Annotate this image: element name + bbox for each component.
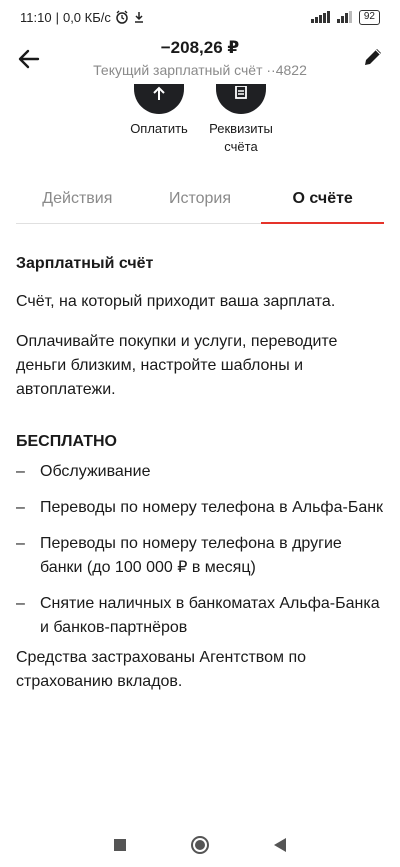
account-actions <box>0 84 400 164</box>
signal-icon <box>311 11 331 23</box>
list-dash: – <box>16 499 25 516</box>
nav-recents-button[interactable] <box>105 830 135 860</box>
list-dash: – <box>16 595 25 612</box>
status-net-speed: 0,0 КБ/с <box>62 9 111 25</box>
status-separator: | <box>55 9 59 25</box>
status-time: 11:10 <box>20 9 52 25</box>
tab-actions[interactable]: Действия <box>42 190 113 207</box>
section-title: Зарплатный счёт <box>16 255 154 272</box>
description-paragraph-1: Счёт, на который приходит ваша зарплата. <box>16 293 336 310</box>
pay-action-button[interactable] <box>134 84 184 114</box>
document-icon <box>234 86 248 100</box>
list-item-text: Переводы по номеру телефона в другие банки (до 100 000 ₽ в месяц) <box>40 535 342 576</box>
header <box>0 34 400 84</box>
tab-history[interactable]: История <box>168 190 232 207</box>
pencil-icon <box>362 46 384 68</box>
nav-home-button[interactable] <box>185 830 215 860</box>
list-dash: – <box>16 463 25 480</box>
free-services-title: БЕСПЛАТНО <box>16 433 117 450</box>
requisites-action-label: Реквизиты счёта <box>209 121 273 154</box>
signal-icon-2 <box>337 11 353 23</box>
requisites-action-button[interactable] <box>216 84 266 114</box>
triangle-left-icon <box>273 837 287 853</box>
balance-title: −208,26 ₽ <box>160 38 240 57</box>
list-item <box>16 592 384 640</box>
nav-back-button[interactable] <box>265 830 295 860</box>
download-icon <box>133 11 145 23</box>
status-bar <box>0 0 400 34</box>
about-account-content <box>16 252 384 694</box>
requisites-action[interactable] <box>191 84 291 156</box>
alarm-icon <box>115 10 129 24</box>
list-item-text: Снятие наличных в банкоматах Альфа-Банка и банков-партнёров <box>40 595 380 636</box>
list-item-text: Обслуживание <box>40 463 151 480</box>
list-item-text: Переводы по номеру телефона в Альфа-Банк <box>40 499 384 516</box>
arrow-up-icon <box>152 86 166 100</box>
list-item <box>16 496 384 520</box>
list-item <box>16 460 384 484</box>
system-nav-bar <box>0 822 400 867</box>
edit-button[interactable] <box>358 42 388 72</box>
square-icon <box>113 838 127 852</box>
insurance-note: Средства застрахованы Агентством по страхованию вкладов. <box>16 649 306 690</box>
status-right <box>311 10 380 25</box>
battery-indicator: 92 <box>359 10 380 25</box>
pay-action-label: Оплатить <box>130 121 188 136</box>
status-left <box>20 10 145 25</box>
description-paragraph-2: Оплачивайте покупки и услуги, переводите деньги близким, настройте шаблоны и автоплатежи. <box>16 333 338 398</box>
tab-about-account[interactable]: О счёте <box>261 176 384 223</box>
tab-bar <box>16 176 384 224</box>
circle-icon <box>190 835 210 855</box>
account-subtitle: Текущий зарплатный счёт ··4822 <box>93 62 307 78</box>
list-item <box>16 532 384 580</box>
list-dash: – <box>16 535 25 552</box>
